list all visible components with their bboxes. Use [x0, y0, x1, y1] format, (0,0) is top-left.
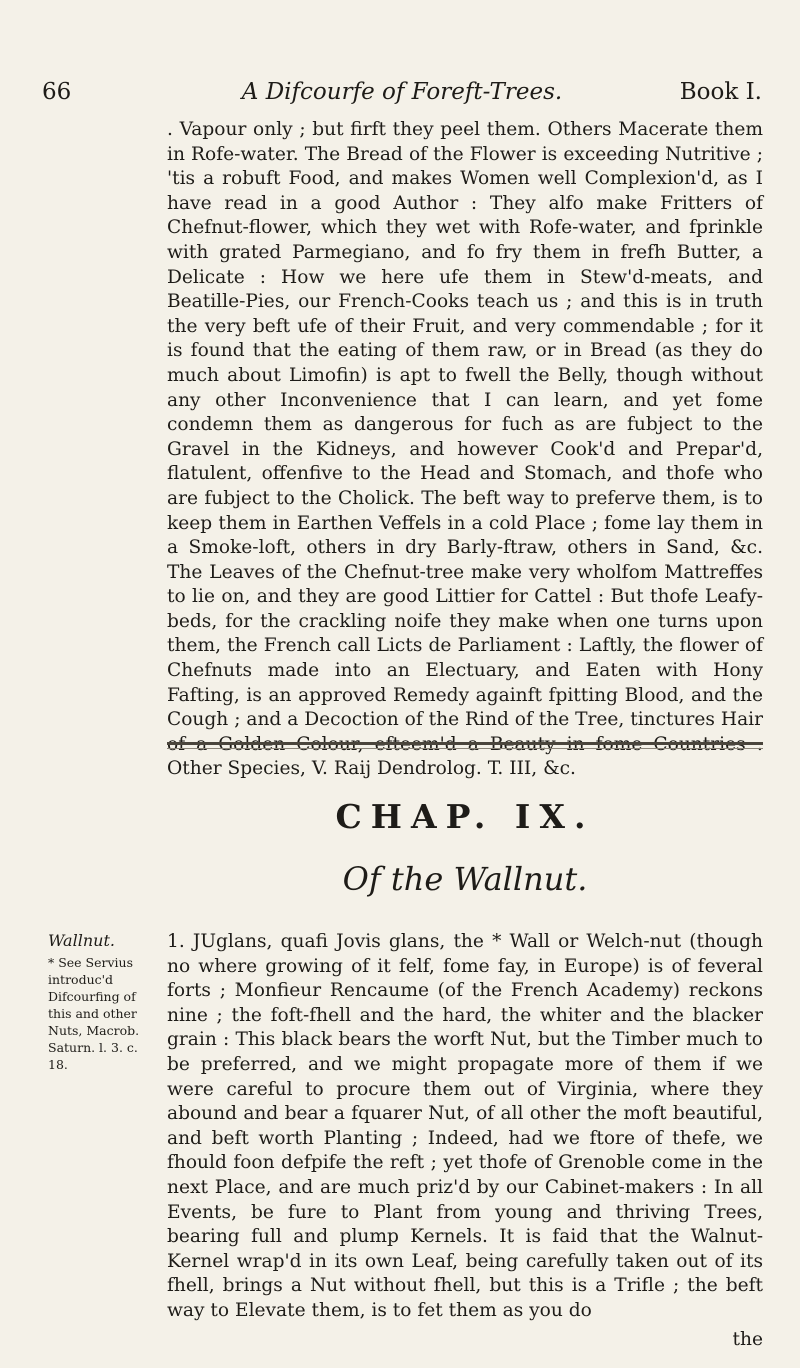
page-number: 66 — [42, 79, 72, 105]
chapter-title: Of the Wallnut. — [342, 860, 588, 898]
section-rule — [167, 742, 763, 745]
continued-paragraph: . Vapour only ; but firft they peel them. Others Macerate them in Rofe-water. The Bread of the Flower is exceeding Nutritive ; 'tis a robuft Food, and makes Women well Complexion'd, as I have read in a good Author : They alfo make Fritters of Chefnut-flower, which they wet with Rofe-water, and fprinkle with grated Parmegiano, and fo fry them in frefh Butter, a Delicate : How we here ufe them in Stew'd-meats, and Beatille-Pies, our French-Cooks teach us ; and this is in truth the very beft ufe of their Fruit, and very commendable ; for it is found that the eating of them raw, or in Bread (as they do much about Limofin) is apt to fwell the Belly, though without any other Inconvenience that I can learn, and yet fome condemn them as dangerous for fuch as are fubject to the Gravel in the Kidneys, and however Cook'd and Prepar'd, flatulent, offenfive to the Head and Stomach, and thofe who are fubject to the Cholick. The beft way to preferve them, is to keep them in Earthen Veffels in a cold Place ; fome lay them in a Smoke-loft, others in dry Barly-ftraw, others in Sand, &c. The Leaves of the Chefnut-tree make very wholfom Mattreffes to lie on, and they are good Littier for Cattel : But thofe Leafy-beds, for the crackling noife they make when one turns upon them, the French call Licts de Parliament : Laftly, the flower of Chefnuts made into an Electuary, and Eaten with Hony Fafting, is an approved Remedy againft fpitting Blood, and the Cough ; and a Decoction of the Rind of the Tree, tinctures Hair of a Golden Colour, efteem'd a Beauty in fome Countries : Other Species, V. Raij Dendrolog. T. III, &c. — [167, 119, 763, 780]
margin-footnote: * See Servius introduc'd Difcourfing of this and other Nuts, Macrob. Saturn. l. 3. c. 18. — [48, 955, 140, 1072]
chapter-heading: CHAP. IX. — [335, 797, 595, 836]
margin-note — [48, 930, 160, 1073]
margin-label: Wallnut. — [48, 931, 115, 950]
section-rule-thin — [167, 748, 763, 749]
catchword: the — [732, 1329, 763, 1350]
running-title: A Difcourfe of Foreft-Trees. — [241, 79, 563, 105]
paragraph-walnut: 1. JUglans, quafi Jovis glans, the * Wall or Welch-nut (though no where growing of it felf, fome fay, in Europe) is of feveral forts ; Monfieur Rencaume (of the French Academy) reckons nine ; the foft-fhell and the hard, the whiter and the blacker grain : This black bears the worft Nut, but the Timber much to be preferred, and we might propagate more of them if we were careful to procure them out of Virginia, where they abound and bear a fquarer Nut, of all other the moft beautiful, and beft worth Planting ; Indeed, had we ftore of thefe, we fhould foon defpife the reft ; yet thofe of Grenoble come in the next Place, and are much priz'd by our Cabinet-makers : In all Events, be fure to Plant from young and thriving Trees, bearing full and plump Kernels. It is faid that the Walnut-Kernel wrap'd in its own Leaf, being carefully taken out of its fhell, brings a Nut without fhell, but this is a Trifle ; the beft way to Elevate them, is to fet them as you do — [167, 931, 763, 1321]
running-header — [42, 72, 762, 112]
book-label: Book I. — [679, 79, 762, 105]
